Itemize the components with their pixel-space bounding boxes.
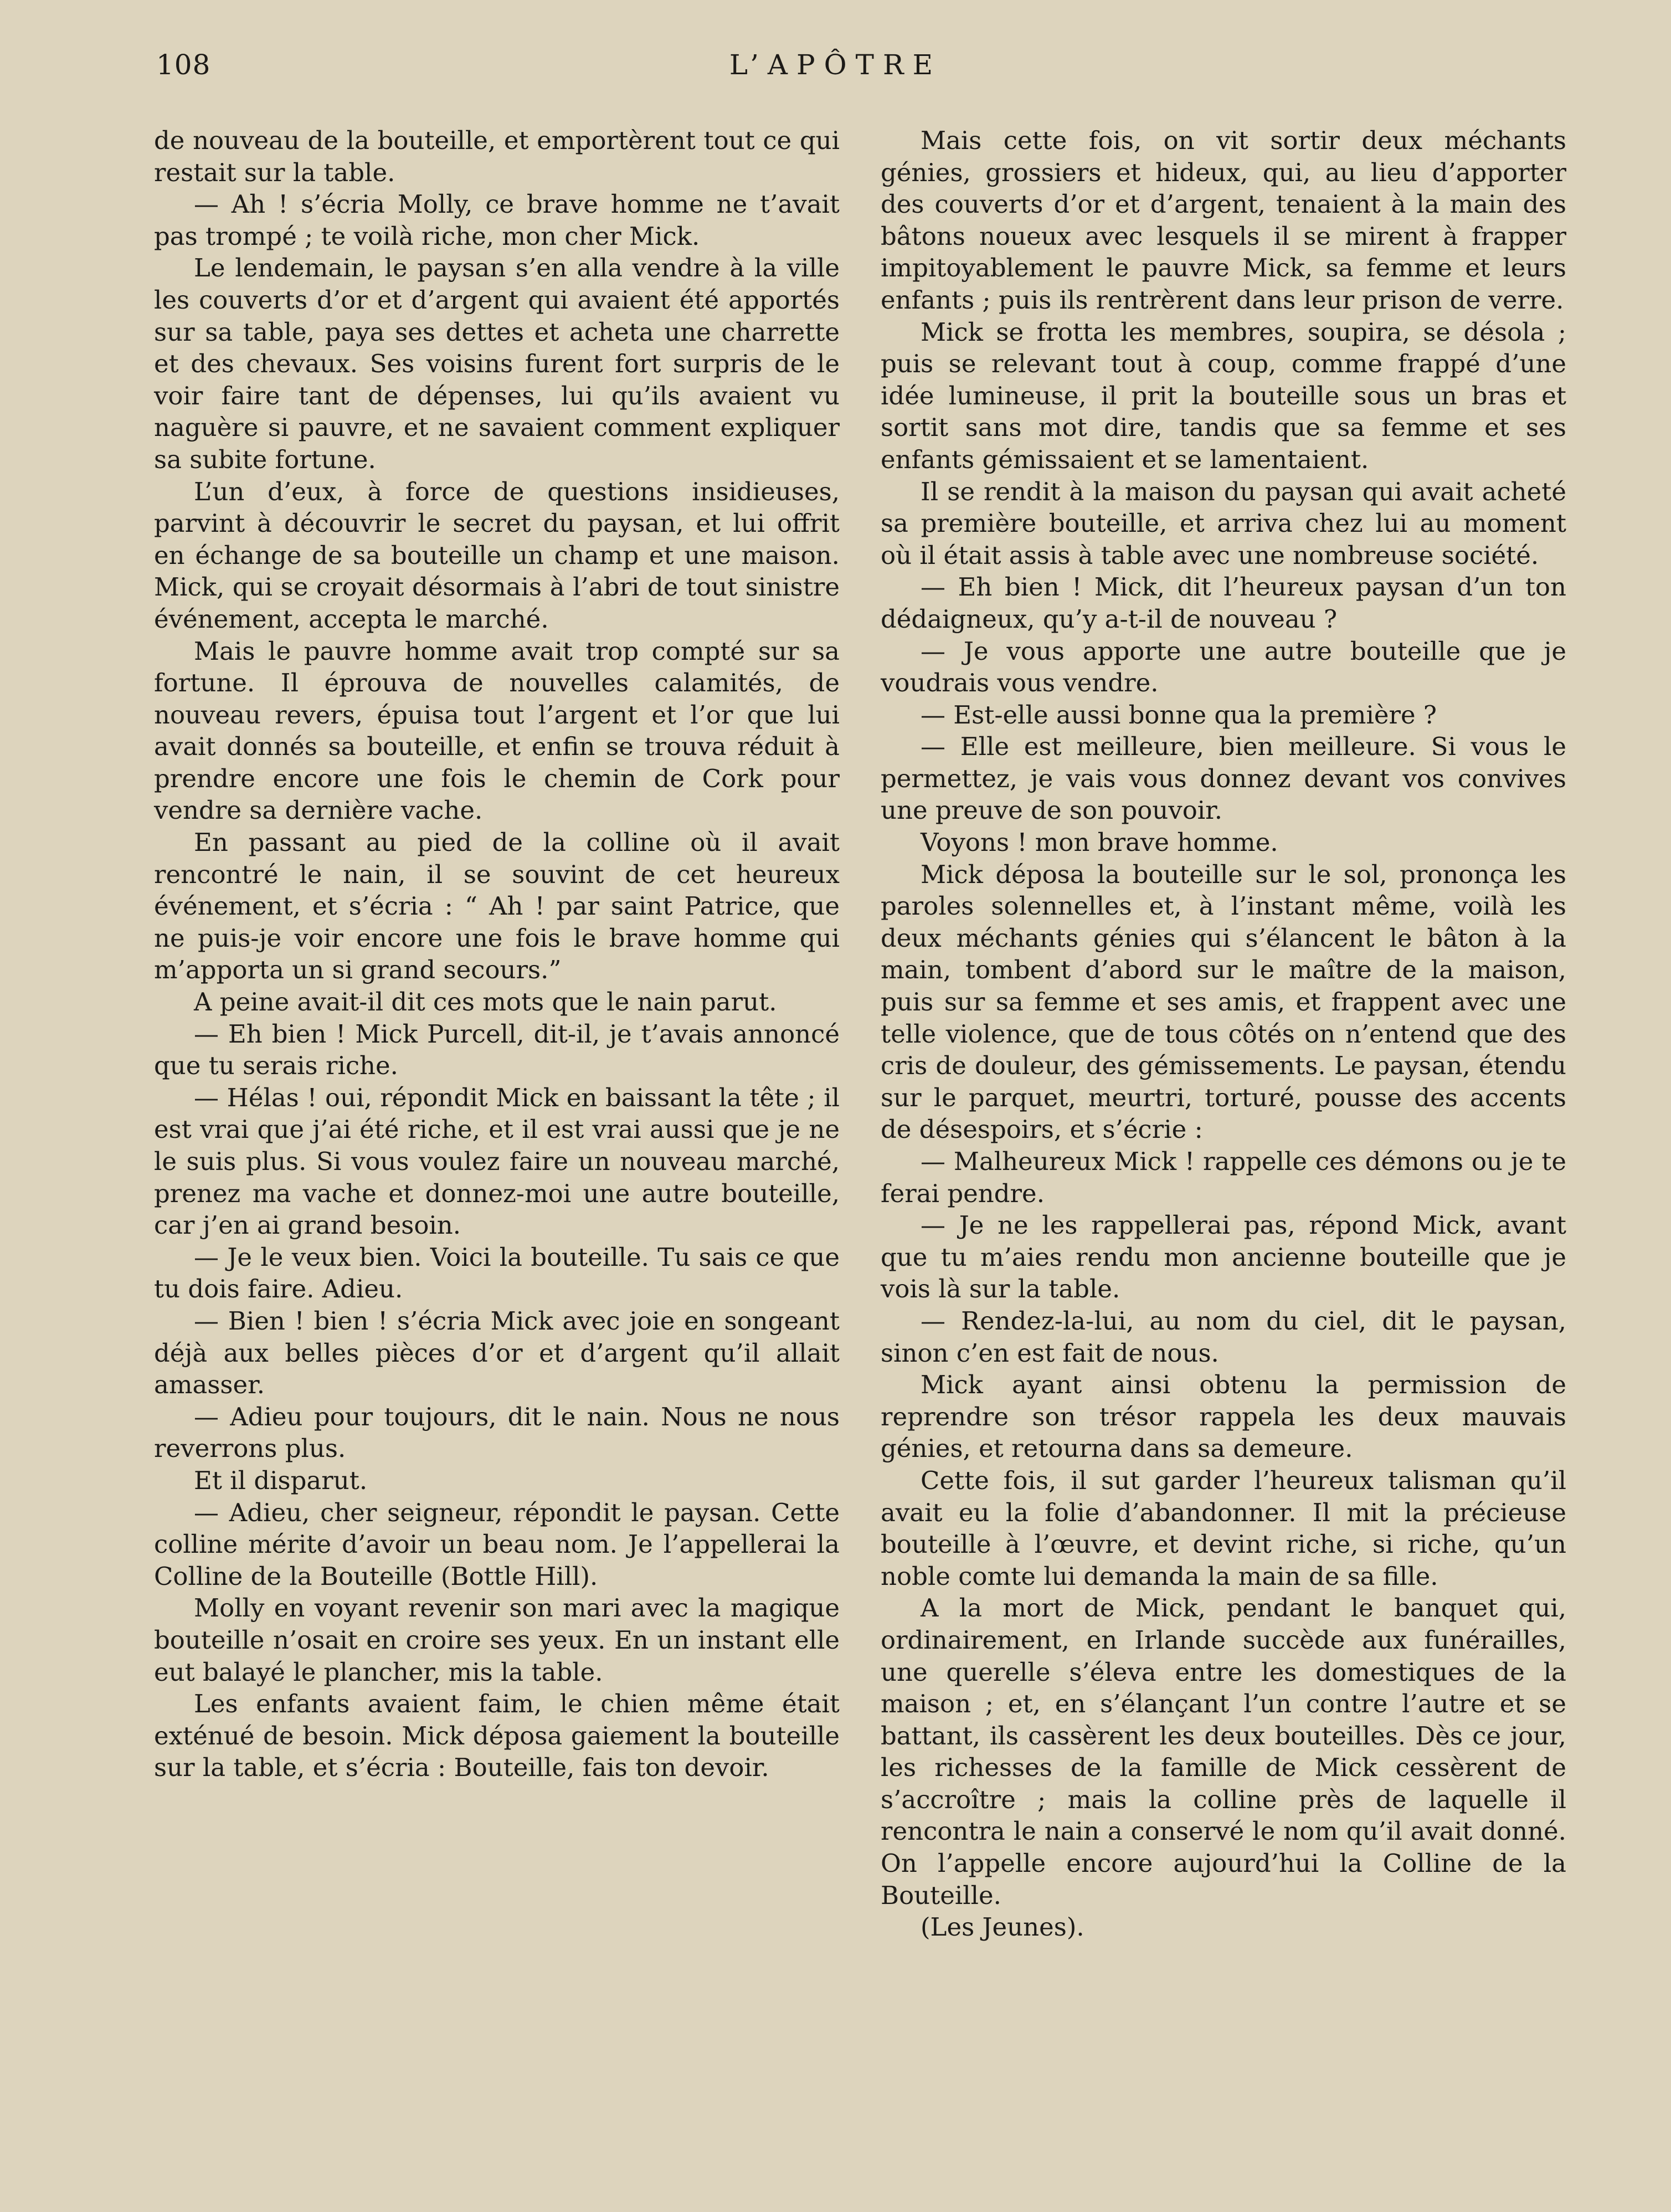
paragraph: Mick ayant ainsi obtenu la permission de reprendre son trésor rappela les deux mauvais génies, et retourna dans sa demeure. xyxy=(881,1370,1566,1464)
paragraph: — Adieu, cher seigneur, répondit le paysan. Cette colline mérite d’avoir un beau nom. Je l’appellerai la Colline de la Bouteille (Bottle Hill). xyxy=(154,1497,840,1591)
paragraph: Mick se frotta les membres, soupira, se désola ; puis se relevant tout à coup, comme frappé d’une idée lumineuse, il prit la bouteille sous un bras et sortit sans mot dire, tandis que sa femme et ses enfants gémissaient et se lamentaient. xyxy=(881,317,1566,474)
running-title: L’APÔTRE xyxy=(729,49,942,81)
right-column xyxy=(881,125,1566,1943)
paragraph: — Eh bien ! Mick, dit l’heureux paysan d’un ton dédaigneux, qu’y a-t-il de nouveau ? xyxy=(881,572,1566,634)
paragraph: Le lendemain, le paysan s’en alla vendre à la ville les couverts d’or et d’argent qui avaient été apportés sur sa table, paya ses dettes et acheta une charrette et des chevaux. Ses voisins furent fort surpris de le voir faire tant de dépenses, lui qu’ils avaient vu naguère si pauvre, et ne savaient comment expliquer sa subite fortune. xyxy=(154,253,840,474)
paragraph: — Elle est meilleure, bien meilleure. Si vous le permettez, je vais vous donnez devant vos convives une preuve de son pouvoir. xyxy=(881,732,1566,825)
paragraph: Mais le pauvre homme avait trop compté sur sa fortune. Il éprouva de nouvelles calamités, de nouveau revers, épuisa tout l’argent et l’or que lui avait donnés sa bouteille, et enfin se trouva réduit à prendre encore une fois le chemin de Cork pour vendre sa dernière vache. xyxy=(154,636,840,825)
paragraph: Mais cette fois, on vit sortir deux méchants génies, grossiers et hideux, qui, au lieu d’apporter des couverts d’or et d’argent, tenaient à la main des bâtons noueux avec lesquels il se mirent à frapper impitoyablement le pauvre Mick, sa femme et leurs enfants ; puis ils rentrèrent dans leur prison de verre. xyxy=(881,126,1566,315)
paragraph: Et il disparut. xyxy=(194,1465,368,1495)
paragraph: — Est-elle aussi bonne qua la première ? xyxy=(921,700,1437,730)
paragraph: Voyons ! mon brave homme. xyxy=(921,828,1278,858)
paragraph: — Je ne les rappellerai pas, répond Mick, avant que tu m’aies rendu mon ancienne bouteille que je vois là sur la table. xyxy=(881,1210,1566,1304)
paragraph: — Rendez-la-lui, au nom du ciel, dit le paysan, sinon c’en est fait de nous. xyxy=(881,1306,1566,1368)
paragraph: Molly en voyant revenir son mari avec la magique bouteille n’osait en croire ses yeux. En un instant elle eut balayé le plancher, mis la table. xyxy=(154,1593,840,1687)
page-number: 108 xyxy=(156,49,211,81)
paragraph: Les enfants avaient faim, le chien même était exténué de besoin. Mick déposa gaiement la bouteille sur la table, et s’écria : Bouteille, fais ton devoir. xyxy=(154,1689,840,1783)
paragraph: — Je le veux bien. Voici la bouteille. Tu sais ce que tu dois faire. Adieu. xyxy=(154,1242,840,1304)
paragraph: En passant au pied de la colline où il avait rencontré le nain, il se souvint de cet heureux événement, et s’écria : “ Ah ! par saint Patrice, que ne puis-je voir encore une fois le brave homme qui m’apporta un si grand secours.” xyxy=(154,828,840,985)
paragraph: A la mort de Mick, pendant le banquet qui, ordinairement, en Irlande succède aux funérailles, une querelle s’éleva entre les domestiques de la maison ; et, en s’élançant l’un contre l’autre et se battant, ils cassèrent les deux bouteilles. Dès ce jour, les richesses de la famille de Mick cessèrent de s’accroître ; mais la colline près de laquelle il rencontra le nain a conservé le nom qu’il avait donné. On l’appelle encore aujourd’hui la Colline de la Bouteille. xyxy=(881,1593,1566,1910)
paragraph: — Adieu pour toujours, dit le nain. Nous ne nous reverrons plus. xyxy=(154,1402,840,1464)
paragraph: — Hélas ! oui, répondit Mick en baissant la tête ; il est vrai que j’ai été riche, et il est vrai aussi que je ne le suis plus. Si vous voulez faire un nouveau marché, prenez ma vache et donnez-moi une autre bouteille, car j’en ai grand besoin. xyxy=(154,1082,840,1240)
left-column xyxy=(154,125,840,1784)
paragraph: — Eh bien ! Mick Purcell, dit-il, je t’avais annoncé que tu serais riche. xyxy=(154,1019,840,1081)
paragraph: de nouveau de la bouteille, et emportèrent tout ce qui restait sur la table. xyxy=(154,126,840,187)
paragraph: L’un d’eux, à force de questions insidieuses, parvint à découvrir le secret du paysan, et lui offrit en échange de sa bouteille un champ et une maison. Mick, qui se croyait désormais à l’abri de tout sinistre événement, accepta le marché. xyxy=(154,476,840,634)
paragraph: Mick déposa la bouteille sur le sol, prononça les paroles solennelles et, à l’instant même, voilà les deux méchants génies qui s’élancent le bâton à la main, tombent d’abord sur le maître de la maison, puis sur sa femme et ses amis, et frappent avec une telle violence, que de tous côtés on n’entend que des cris de douleur, des gémissements. Le paysan, étendu sur le parquet, meurtri, torturé, pousse des accents de désespoirs, et s’écrie : xyxy=(881,859,1566,1145)
paragraph: — Malheureux Mick ! rappelle ces démons ou je te ferai pendre. xyxy=(881,1147,1566,1208)
paragraph: — Ah ! s’écria Molly, ce brave homme ne t’avait pas trompé ; te voilà riche, mon cher Mick. xyxy=(154,189,840,251)
paragraph: A peine avait-il dit ces mots que le nain parut. xyxy=(194,987,777,1017)
paragraph: — Bien ! bien ! s’écria Mick avec joie en songeant déjà aux belles pièces d’or et d’argent qu’il allait amasser. xyxy=(154,1306,840,1400)
paragraph: Il se rendit à la maison du paysan qui avait acheté sa première bouteille, et arriva chez lui au moment où il était assis à table avec une nombreuse société. xyxy=(881,476,1566,570)
paragraph: Cette fois, il sut garder l’heureux talisman qu’il avait eu la folie d’abandonner. Il mit la précieuse bouteille à l’œuvre, et devint riche, si riche, qu’un noble comte lui demanda la main de sa fille. xyxy=(881,1465,1566,1591)
source-citation: (Les Jeunes). xyxy=(921,1912,1084,1942)
paragraph: — Je vous apporte une autre bouteille que je voudrais vous vendre. xyxy=(881,636,1566,698)
